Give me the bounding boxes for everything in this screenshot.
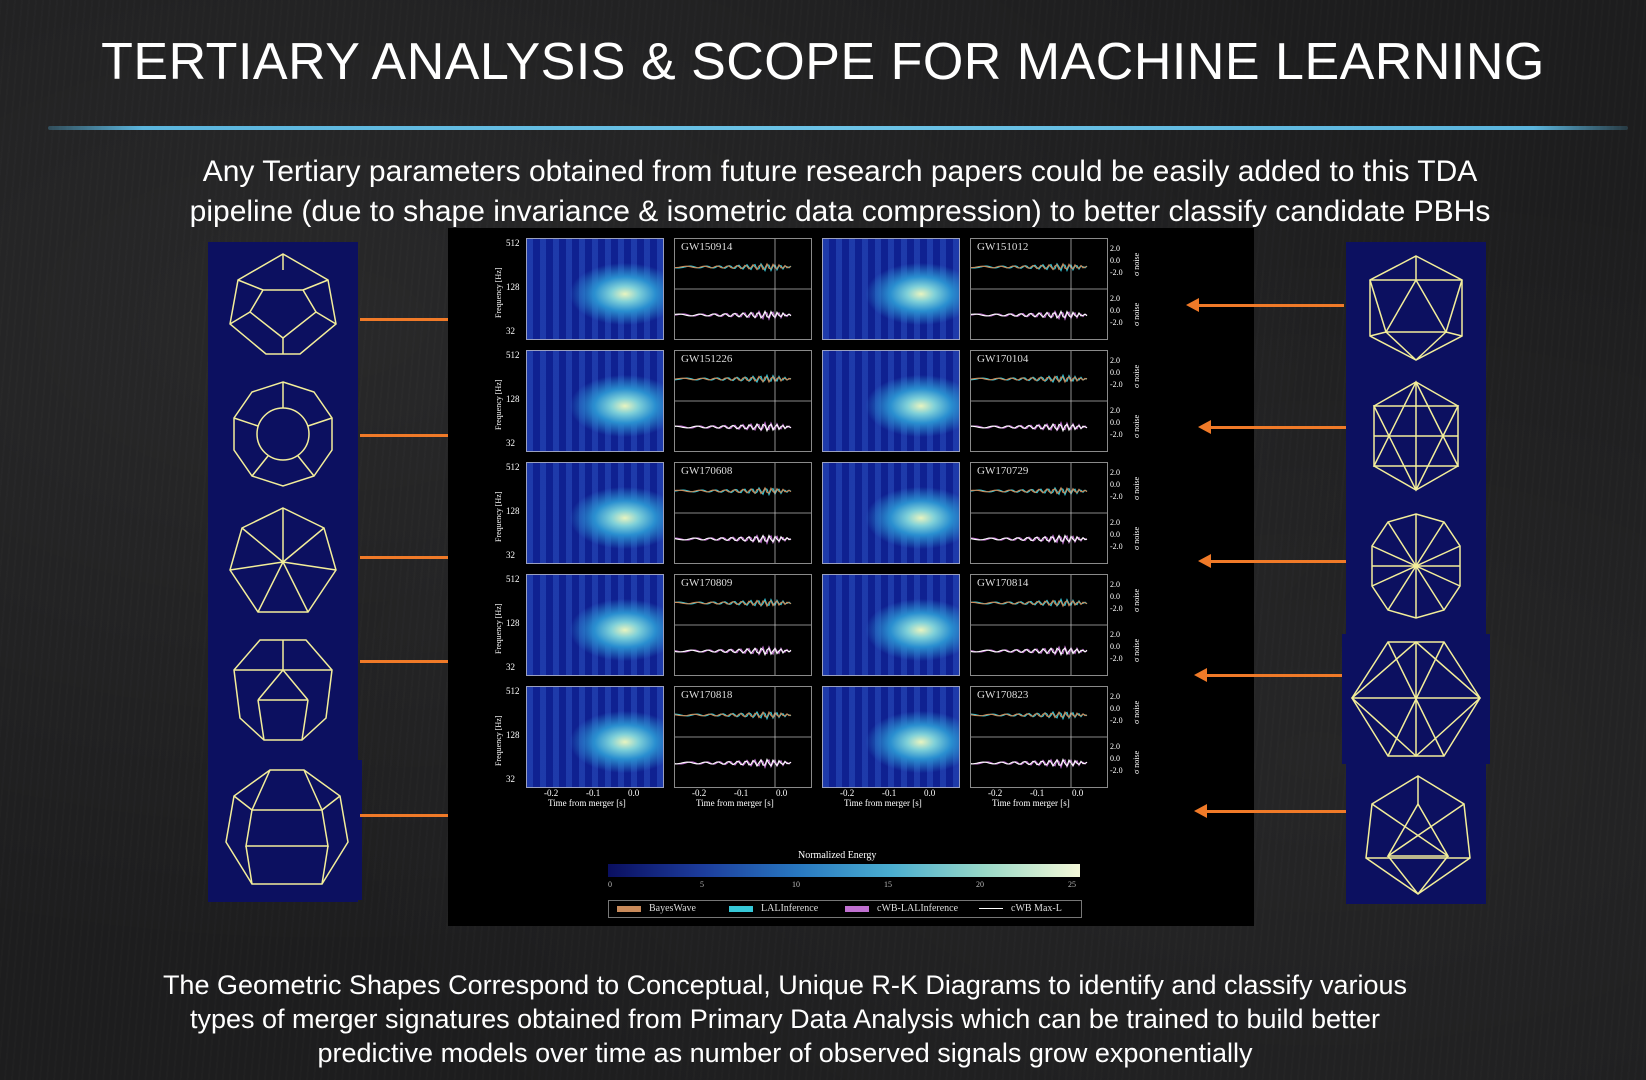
event-name: GW170104 — [977, 353, 1029, 365]
spectrogram-right — [822, 686, 960, 788]
whiten-axis-label: σ noise — [1132, 252, 1141, 276]
whiten-tick: 0.0 — [1110, 642, 1120, 651]
colorbar-tick: 0 — [608, 880, 612, 889]
freq-tick: 512 — [506, 686, 520, 696]
whiten-axis-label: σ noise — [1132, 638, 1141, 662]
whiten-tick: -2.0 — [1110, 318, 1123, 327]
whiten-tick: -2.0 — [1110, 542, 1123, 551]
event-name: GW151012 — [977, 241, 1029, 253]
whiten-tick: -2.0 — [1110, 654, 1123, 663]
waveform-panel — [970, 686, 1108, 788]
freq-tick: 32 — [506, 326, 515, 336]
whiten-axis-label: σ noise — [1132, 476, 1141, 500]
whiten-tick: 2.0 — [1110, 630, 1120, 639]
event-name: GW170823 — [977, 689, 1029, 701]
waveform-trace-2 — [675, 601, 791, 607]
freq-tick: 32 — [506, 774, 515, 784]
freq-tick: 128 — [506, 394, 520, 404]
colorbar-label: Normalized Energy — [798, 850, 877, 861]
time-tick: 0.0 — [628, 788, 640, 798]
freq-tick: 32 — [506, 550, 515, 560]
right-shape-tile-4 — [1342, 634, 1490, 764]
waveform-traces — [971, 463, 1107, 563]
whiten-tick: -2.0 — [1110, 268, 1123, 277]
freq-tick: 128 — [506, 506, 520, 516]
whiten-tick: 0.0 — [1110, 592, 1120, 601]
freq-tick: 512 — [506, 238, 520, 248]
spectrogram-left — [526, 462, 664, 564]
time-tick: -0.1 — [1030, 788, 1045, 798]
whiten-tick: -2.0 — [1110, 430, 1123, 439]
freq-tick: 32 — [506, 438, 515, 448]
freq-axis-label: Frequency [Hz] — [494, 379, 503, 430]
waveform-panel — [970, 574, 1108, 676]
legend-bayeswave: BayesWave — [649, 903, 696, 914]
whiten-tick: 0.0 — [1110, 530, 1120, 539]
waveform-trace-4 — [971, 424, 1087, 431]
arrow-right-3 — [1210, 560, 1352, 563]
freq-axis-label: Frequency [Hz] — [494, 715, 503, 766]
time-tick: 0.0 — [1072, 788, 1084, 798]
whiten-tick: 2.0 — [1110, 468, 1120, 477]
whiten-axis-label: σ noise — [1132, 302, 1141, 326]
event-name: GW170809 — [681, 577, 733, 589]
dodecahedron-icon — [208, 242, 358, 366]
freq-axis-label: Frequency [Hz] — [494, 491, 503, 542]
colorbar-tick: 25 — [1068, 880, 1076, 889]
time-axis-label: Time from merger [s] — [992, 798, 1070, 808]
spectrogram-right — [822, 238, 960, 340]
whiten-tick: 0.0 — [1110, 256, 1120, 265]
whiten-tick: -2.0 — [1110, 716, 1123, 725]
time-tick: -0.2 — [692, 788, 707, 798]
intro-line-1: Any Tertiary parameters obtained from future research papers could be easily added to this TDA — [202, 155, 1478, 188]
waveform-trace-2 — [971, 264, 1087, 270]
freq-tick: 512 — [506, 462, 520, 472]
legend-lalinference: LALInference — [761, 903, 819, 914]
rhombic-dodecahedron-icon — [208, 626, 358, 750]
whiten-axis-label: σ noise — [1132, 588, 1141, 612]
waveform-traces — [971, 575, 1107, 675]
colorbar-tick: 20 — [976, 880, 984, 889]
waveform-panel — [970, 462, 1108, 564]
legend-cwb-maxl: cWB Max-L — [1011, 903, 1062, 914]
right-shape-tile-3 — [1346, 506, 1486, 626]
colorbar-tick: 5 — [700, 880, 704, 889]
event-name: GW150914 — [681, 241, 733, 253]
left-shape-tile-4 — [208, 626, 358, 750]
freq-tick: 512 — [506, 574, 520, 584]
freq-tick: 128 — [506, 282, 520, 292]
waveform-traces — [971, 239, 1107, 339]
time-tick: -0.2 — [840, 788, 855, 798]
stellated-hexagon-icon — [1342, 634, 1490, 764]
spectrogram-right — [822, 574, 960, 676]
whiten-tick: 0.0 — [1110, 306, 1120, 315]
legend-cwb-lalinference: cWB-LALInference — [877, 903, 959, 914]
time-axis-label: Time from merger [s] — [696, 798, 774, 808]
time-tick: -0.1 — [882, 788, 897, 798]
arrow-right-2 — [1210, 426, 1352, 429]
spectrogram-right — [822, 462, 960, 564]
freq-axis-label: Frequency [Hz] — [494, 603, 503, 654]
event-name: GW170814 — [977, 577, 1029, 589]
event-name: GW170818 — [681, 689, 733, 701]
whiten-tick: 0.0 — [1110, 368, 1120, 377]
whiten-axis-label: σ noise — [1132, 700, 1141, 724]
whiten-axis-label: σ noise — [1132, 526, 1141, 550]
icosahedron-icon — [1346, 248, 1486, 368]
whiten-tick: -2.0 — [1110, 380, 1123, 389]
waveform-panel — [970, 238, 1108, 340]
whiten-tick: 0.0 — [1110, 480, 1120, 489]
gw-figure — [448, 228, 1254, 926]
left-shape-tile-1 — [208, 242, 358, 366]
footer-line-1: The Geometric Shapes Correspond to Conceptual, Unique R-K Diagrams to identify and classify various — [162, 970, 1408, 1000]
pentakis-dodecahedron-icon — [208, 500, 358, 624]
whiten-tick: -2.0 — [1110, 492, 1123, 501]
intro-line-2: pipeline (due to shape invariance & isometric data compression) to better classify candidate PBHs — [189, 195, 1491, 228]
whiten-axis-label: σ noise — [1132, 750, 1141, 774]
freq-tick: 128 — [506, 730, 520, 740]
arrow-right-1 — [1198, 304, 1344, 307]
spectrogram-left — [526, 574, 664, 676]
whiten-tick: 2.0 — [1110, 692, 1120, 701]
event-name: GW170729 — [977, 465, 1029, 477]
truncated-icosahedron-icon — [212, 760, 362, 900]
whiten-tick: 2.0 — [1110, 580, 1120, 589]
time-tick: -0.1 — [734, 788, 749, 798]
legend — [608, 900, 1082, 918]
intro-text — [70, 152, 1610, 232]
waveform-traces — [675, 351, 811, 451]
title-divider — [48, 126, 1628, 130]
time-tick: -0.1 — [586, 788, 601, 798]
great-icosahedron-icon — [1346, 376, 1486, 496]
whiten-axis-label: σ noise — [1132, 364, 1141, 388]
right-shape-tile-1 — [1346, 248, 1486, 368]
waveform-trace-2 — [971, 601, 1087, 607]
freq-axis-label: Frequency [Hz] — [494, 267, 503, 318]
whiten-tick: -2.0 — [1110, 766, 1123, 775]
waveform-traces — [675, 687, 811, 787]
waveform-panel — [674, 686, 812, 788]
colorbar — [608, 864, 1080, 877]
whiten-tick: 2.0 — [1110, 406, 1120, 415]
event-name: GW151226 — [681, 353, 733, 365]
whiten-tick: 2.0 — [1110, 244, 1120, 253]
time-axis-label: Time from merger [s] — [844, 798, 922, 808]
spectrogram-left — [526, 686, 664, 788]
truncated-dodecahedron-icon — [208, 372, 358, 496]
right-shape-tile-2 — [1346, 376, 1486, 496]
colorbar-tick: 10 — [792, 880, 800, 889]
whiten-tick: 2.0 — [1110, 294, 1120, 303]
waveform-trace-4 — [675, 424, 791, 431]
waveform-traces — [971, 351, 1107, 451]
whiten-tick: 2.0 — [1110, 742, 1120, 751]
time-tick: 0.0 — [776, 788, 788, 798]
waveform-panel — [674, 462, 812, 564]
time-tick: -0.2 — [988, 788, 1003, 798]
freq-tick: 32 — [506, 662, 515, 672]
colorbar-tick: 15 — [884, 880, 892, 889]
whiten-tick: 2.0 — [1110, 356, 1120, 365]
time-tick: 0.0 — [924, 788, 936, 798]
waveform-trace-2 — [675, 264, 791, 270]
waveform-panel — [674, 350, 812, 452]
whiten-tick: 0.0 — [1110, 704, 1120, 713]
left-shape-tile-3 — [208, 500, 358, 624]
freq-tick: 128 — [506, 618, 520, 628]
spectrogram-left — [526, 238, 664, 340]
waveform-panel — [674, 574, 812, 676]
whiten-tick: 2.0 — [1110, 518, 1120, 527]
page-title: TERTIARY ANALYSIS & SCOPE FOR MACHINE LEARNING — [101, 33, 1545, 91]
footer-text — [60, 968, 1510, 1070]
spectrogram-left — [526, 350, 664, 452]
whiten-tick: 0.0 — [1110, 754, 1120, 763]
footer-line-2: types of merger signatures obtained from Primary Data Analysis which can be trained to build better — [189, 1004, 1381, 1034]
whiten-tick: -2.0 — [1110, 604, 1123, 613]
event-name: GW170608 — [681, 465, 733, 477]
whiten-axis-label: σ noise — [1132, 414, 1141, 438]
right-shape-tile-5 — [1350, 770, 1486, 900]
arrow-right-5 — [1206, 810, 1352, 813]
waveform-traces — [675, 463, 811, 563]
left-shape-tile-2 — [208, 372, 358, 496]
waveform-traces — [675, 239, 811, 339]
time-tick: -0.2 — [544, 788, 559, 798]
waveform-traces — [971, 687, 1107, 787]
waveform-panel — [674, 238, 812, 340]
left-shape-tile-5 — [212, 760, 362, 900]
spectrogram-right — [822, 350, 960, 452]
arrow-right-4 — [1206, 674, 1352, 677]
star-decagon-icon — [1346, 506, 1486, 626]
freq-tick: 512 — [506, 350, 520, 360]
waveform-panel — [970, 350, 1108, 452]
footer-line-3: predictive models over time as number of observed signals grow exponentially — [317, 1038, 1253, 1068]
icosahedron-net-icon — [1350, 770, 1486, 900]
waveform-traces — [675, 575, 811, 675]
time-axis-label: Time from merger [s] — [548, 798, 626, 808]
whiten-tick: 0.0 — [1110, 418, 1120, 427]
